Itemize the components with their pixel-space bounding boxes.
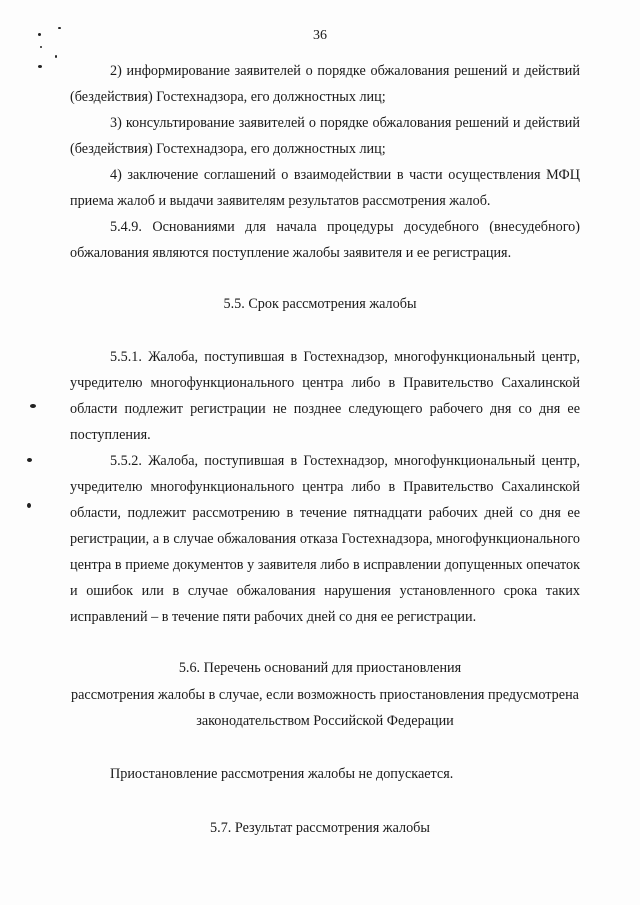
scan-speck (38, 65, 42, 68)
paragraph-consulting: 3) консультирование заявителей о порядке обжалования решений и действий (бездействия) Гостехнадзора, его должностных лиц; (70, 115, 580, 157)
paragraph-5-6-1: Приостановление рассмотрения жалобы не допускается. (110, 766, 454, 782)
paragraph-5-4-9: 5.4.9. Основаниями для начала процедуры досудебного (внесудебного) обжалования являются поступление жалобы заявителя и ее регистрация. (70, 219, 580, 261)
scan-speck (30, 404, 36, 408)
heading-5-6-line1: 5.6. Перечень оснований для приостановления (178, 660, 462, 676)
page-number: 36 (313, 28, 327, 43)
list-items-block (70, 58, 580, 266)
paragraph-informing: 2) информирование заявителей о порядке обжалования решений и действий (бездействия) Гостехнадзора, его должностных лиц; (70, 63, 580, 105)
paragraph-5-5-1: 5.5.1. Жалоба, поступившая в Гостехнадзор, многофункциональный центр, учредителю многофункционального центра либо в Правительство Сахалинской области подлежит регистрации не позднее следующего рабочего дня со дня ее поступления. (70, 349, 580, 443)
section-5-5-body (70, 344, 580, 630)
heading-5-7: 5.7. Результат рассмотрения жалобы (210, 820, 430, 836)
paragraph-agreements: 4) заключение соглашений о взаимодействии в части осуществления МФЦ приема жалоб и выдачи заявителям результатов рассмотрения жалоб. (70, 167, 580, 209)
scan-speck (55, 55, 57, 58)
scan-speck (40, 46, 42, 48)
scan-speck (27, 458, 32, 462)
heading-5-5: 5.5. Срок рассмотрения жалобы (223, 296, 417, 312)
section-5-6-body (70, 761, 580, 787)
heading-5-6-line2: рассмотрения жалобы в случае, если возможность приостановления предусмотрена законодательством Российской Федерации (71, 687, 579, 729)
scan-speck (27, 503, 31, 508)
paragraph-5-5-2: 5.5.2. Жалоба, поступившая в Гостехнадзор, многофункциональный центр, учредителю многофункционального центра либо в Правительство Сахалинской области, подлежит рассмотрению в течение пятнадцати рабочих дней со дня ее регистрации, а в случае обжалования отказа Гостехнадзора, многофункционального центра в приеме документов у заявителя либо в исправлении допущенных опечаток и ошибок или в случае обжалования нарушения установленного срока таких исправлений – в течение пяти рабочих дней со дня ее регистрации. (70, 453, 580, 625)
